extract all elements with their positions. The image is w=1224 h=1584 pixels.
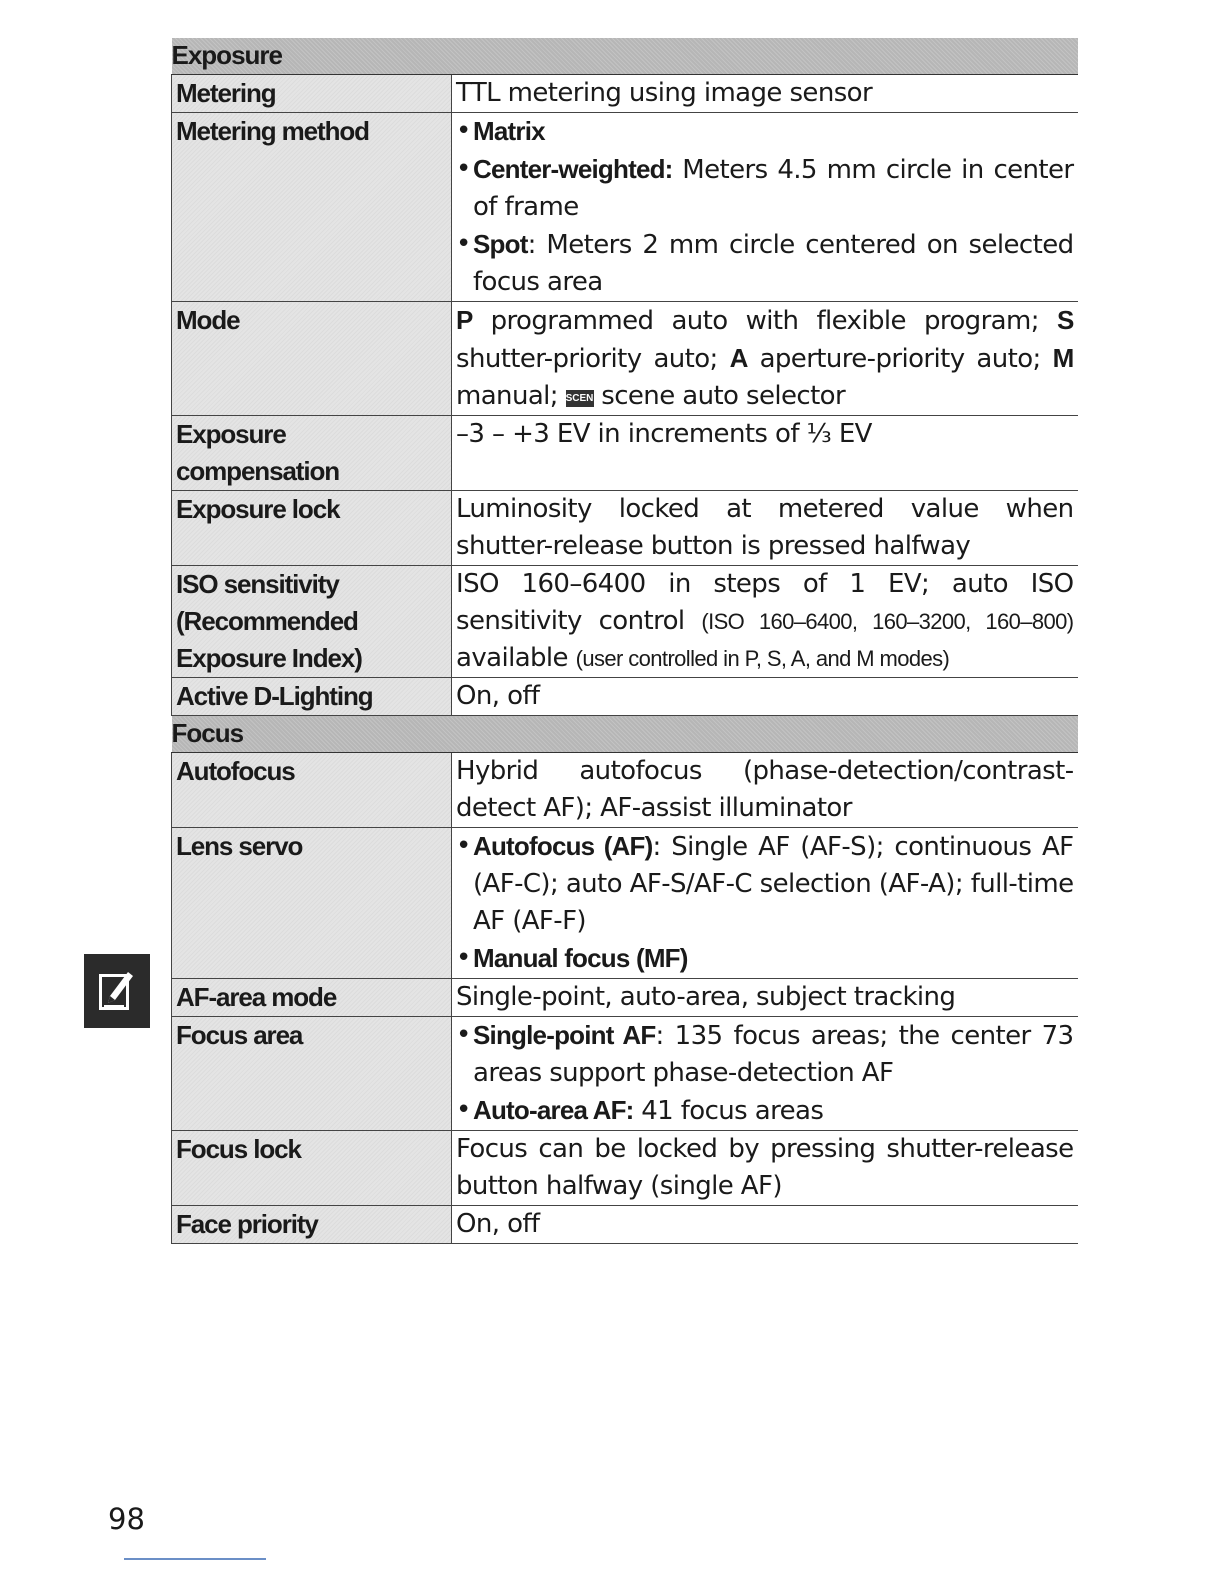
row-active-d-lighting — [172, 678, 1078, 716]
page-number: 98 — [108, 1502, 145, 1536]
manual-focus-term: Manual focus (MF) — [473, 943, 688, 973]
row-focus-area — [172, 1017, 1078, 1131]
mode-a-text: aperture-priority auto; — [747, 344, 1053, 374]
value-active-d-lighting: On, off — [452, 678, 1078, 716]
label-face-priority: Face priority — [172, 1206, 452, 1244]
row-autofocus — [172, 753, 1078, 828]
footer-rule — [124, 1558, 266, 1560]
iso-small-2: (user controlled in P, S, A, and M modes) — [575, 646, 950, 671]
scene-auto-selector-icon: SCENE — [566, 390, 594, 407]
spot-term: Spot — [473, 229, 528, 259]
autofocus-af-term: Autofocus (AF) — [473, 831, 653, 861]
row-af-area-mode — [172, 979, 1078, 1017]
mode-m: M — [1052, 343, 1074, 373]
value-iso-sensitivity — [452, 566, 1078, 678]
label-iso-sensitivity: ISO sensitivity (Recommended Exposure Index) — [172, 566, 452, 678]
mode-s-text: shutter-priority auto; — [456, 344, 730, 374]
value-af-area-mode: Single-point, auto-area, subject tracking — [452, 979, 1078, 1017]
row-metering — [172, 75, 1078, 113]
iso-small-1: (ISO 160–6400, 160–3200, 160–800) — [701, 609, 1074, 634]
section-focus — [172, 716, 1078, 753]
mode-p: P — [456, 305, 473, 335]
row-exposure-compensation — [172, 416, 1078, 491]
mode-scene-text: scene auto selector — [593, 381, 846, 411]
bullet-spot — [456, 226, 1074, 301]
single-point-af-term: Single-point AF — [473, 1020, 656, 1050]
autofocus-af-text: : Single AF (AF-S); continuous AF (AF-C); auto AF-S/AF-C selection (AF-A); full-time AF (AF-F) — [473, 832, 1074, 936]
label-exposure-lock: Exposure lock — [172, 491, 452, 566]
value-exposure-compensation: –3 – +3 EV in increments of ⅓ EV — [452, 416, 1078, 491]
value-focus-lock: Focus can be locked by pressing shutter-release button halfway (single AF) — [452, 1131, 1078, 1206]
row-exposure-lock — [172, 491, 1078, 566]
row-iso-sensitivity — [172, 566, 1078, 678]
value-exposure-lock: Luminosity locked at metered value when shutter-release button is pressed halfway — [452, 491, 1078, 566]
iso-text-1: ISO 160–6400 in steps of 1 EV; auto ISO sensitivity control — [456, 569, 1074, 636]
value-face-priority: On, off — [452, 1206, 1078, 1244]
label-active-d-lighting: Active D-Lighting — [172, 678, 452, 716]
label-exposure-compensation: Exposure compensation — [172, 416, 452, 491]
single-point-af-text: : 135 focus areas; the center 73 areas support phase-detection AF — [473, 1021, 1074, 1088]
label-focus-lock: Focus lock — [172, 1131, 452, 1206]
bullet-center-weighted — [456, 151, 1074, 226]
center-weighted-term: Center-weighted: — [473, 154, 673, 184]
iso-text-2: available — [456, 643, 576, 673]
auto-area-af-term: Auto-area AF: — [473, 1095, 634, 1125]
row-lens-servo — [172, 828, 1078, 979]
mode-s: S — [1056, 305, 1074, 335]
mode-p-text: programmed auto with flexible program; — [472, 306, 1057, 336]
label-mode: Mode — [172, 302, 452, 416]
chapter-tab — [84, 954, 150, 1028]
value-metering: TTL metering using image sensor — [452, 75, 1078, 113]
value-mode — [452, 302, 1078, 416]
bullet-autofocus-af — [456, 828, 1074, 940]
matrix-term: Matrix — [473, 116, 545, 146]
label-lens-servo: Lens servo — [172, 828, 452, 979]
notes-pencil-icon — [96, 966, 138, 1016]
auto-area-af-text: 41 focus areas — [633, 1096, 824, 1126]
value-autofocus: Hybrid autofocus (phase-detection/contrast-detect AF); AF-assist illuminator — [452, 753, 1078, 828]
bullet-auto-area-af — [456, 1092, 1074, 1130]
label-metering: Metering — [172, 75, 452, 113]
mode-a: A — [729, 343, 748, 373]
label-af-area-mode: AF-area mode — [172, 979, 452, 1017]
label-focus-area: Focus area — [172, 1017, 452, 1131]
label-autofocus: Autofocus — [172, 753, 452, 828]
mode-m-text: manual; — [456, 381, 566, 411]
row-metering-method — [172, 113, 1078, 302]
center-weighted-text: Meters 4.5 mm circle in center of frame — [473, 155, 1074, 222]
bullet-single-point-af — [456, 1017, 1074, 1092]
spec-table — [171, 38, 1078, 1244]
value-metering-method — [452, 113, 1078, 302]
value-lens-servo — [452, 828, 1078, 979]
value-focus-area — [452, 1017, 1078, 1131]
row-focus-lock — [172, 1131, 1078, 1206]
section-exposure — [172, 38, 1078, 75]
row-mode — [172, 302, 1078, 416]
label-metering-method: Metering method — [172, 113, 452, 302]
section-title-exposure: Exposure — [172, 38, 1078, 75]
bullet-manual-focus — [456, 940, 1074, 978]
section-title-focus: Focus — [172, 716, 1078, 753]
row-face-priority — [172, 1206, 1078, 1244]
bullet-matrix — [456, 113, 1074, 151]
spot-text: : Meters 2 mm circle centered on selected focus area — [473, 230, 1074, 297]
